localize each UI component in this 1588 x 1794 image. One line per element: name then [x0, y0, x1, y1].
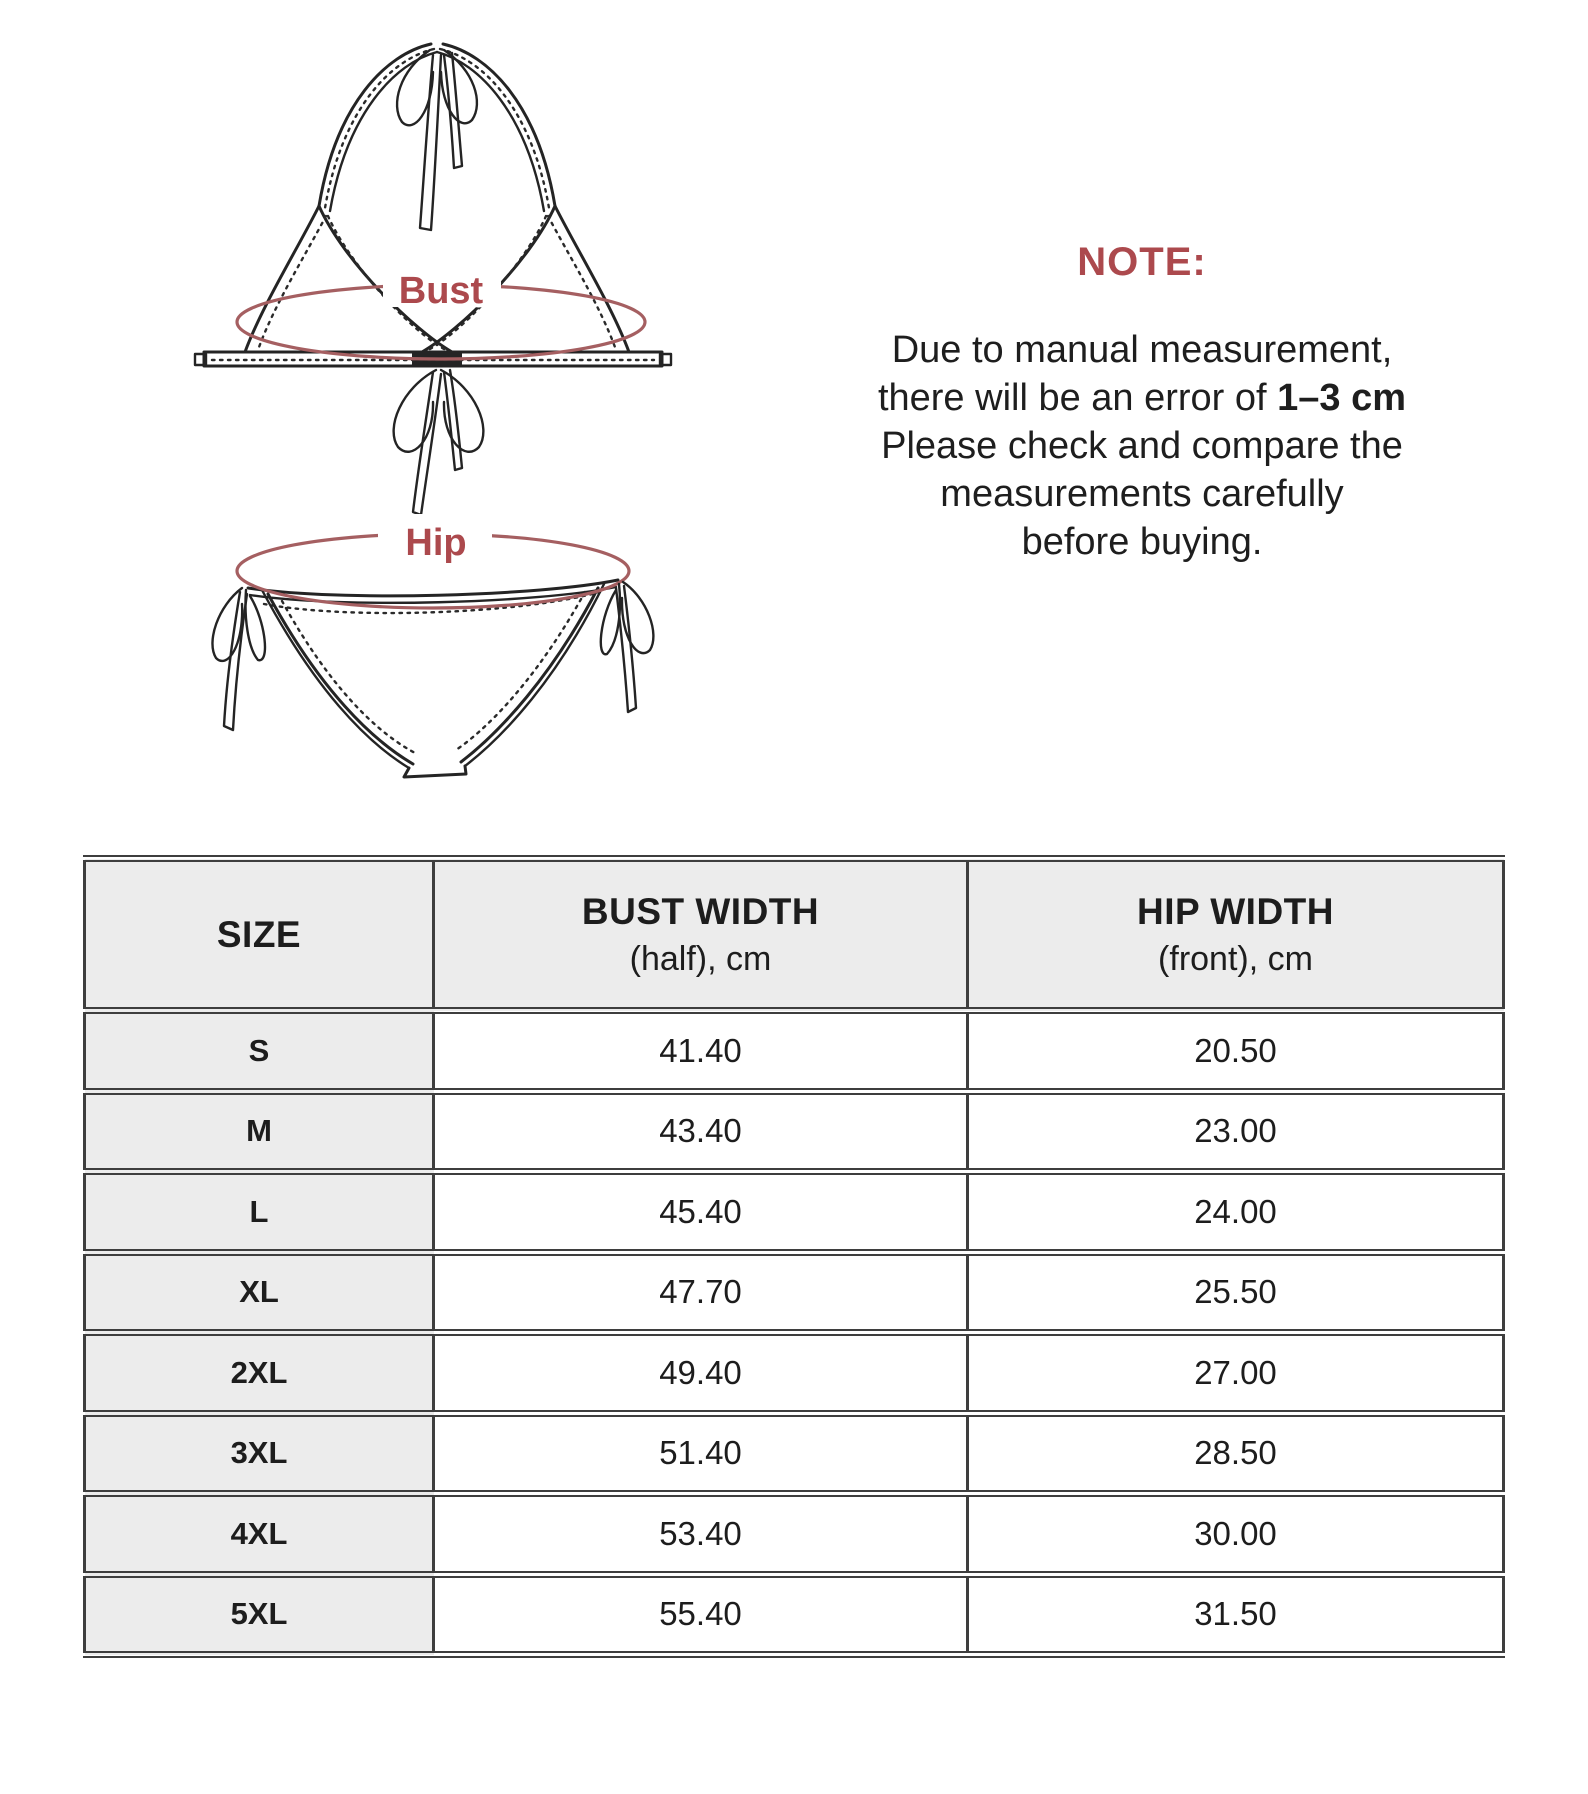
note-section — [802, 238, 1482, 566]
table-row — [85, 1574, 1504, 1655]
table-row — [85, 1011, 1504, 1092]
bikini-top-drawing — [195, 44, 671, 515]
header-hip-width: HIP WIDTH (front), cm — [968, 859, 1504, 1011]
note-error-range: 1–3 cm — [1277, 377, 1407, 419]
size-cell: 2XL — [85, 1333, 434, 1414]
size-cell: L — [85, 1172, 434, 1253]
size-cell: 4XL — [85, 1494, 434, 1575]
hip-cell: 28.50 — [968, 1413, 1504, 1494]
table-header-row — [85, 859, 1504, 1011]
note-line-3: Please check and compare the — [881, 425, 1403, 467]
hip-cell: 24.00 — [968, 1172, 1504, 1253]
size-cell: M — [85, 1091, 434, 1172]
bikini-diagram — [160, 10, 700, 800]
hip-cell: 31.50 — [968, 1574, 1504, 1655]
header-bust-width: BUST WIDTH (half), cm — [434, 859, 968, 1011]
size-cell: 3XL — [85, 1413, 434, 1494]
size-table — [83, 855, 1505, 1658]
size-cell: 5XL — [85, 1574, 434, 1655]
note-text — [802, 326, 1482, 566]
header-size: SIZE — [85, 859, 434, 1011]
table-row — [85, 1413, 1504, 1494]
table-row — [85, 1333, 1504, 1414]
size-cell: XL — [85, 1252, 434, 1333]
hip-cell: 23.00 — [968, 1091, 1504, 1172]
note-line-4: measurements carefully — [940, 473, 1344, 515]
table-row — [85, 1494, 1504, 1575]
table-row — [85, 1252, 1504, 1333]
table-row — [85, 1172, 1504, 1253]
hip-cell: 27.00 — [968, 1333, 1504, 1414]
bust-cell: 51.40 — [434, 1413, 968, 1494]
hip-cell: 20.50 — [968, 1011, 1504, 1092]
hip-label: Hip — [405, 522, 467, 564]
bust-cell: 53.40 — [434, 1494, 968, 1575]
note-title: NOTE: — [1077, 240, 1207, 284]
size-cell: S — [85, 1011, 434, 1092]
bust-cell: 55.40 — [434, 1574, 968, 1655]
bust-cell: 49.40 — [434, 1333, 968, 1414]
bust-cell: 47.70 — [434, 1252, 968, 1333]
note-line-1: Due to manual measurement, — [891, 329, 1393, 371]
bust-cell: 45.40 — [434, 1172, 968, 1253]
hip-cell: 30.00 — [968, 1494, 1504, 1575]
note-line-5: before buying. — [1021, 521, 1263, 563]
bust-cell: 43.40 — [434, 1091, 968, 1172]
hip-cell: 25.50 — [968, 1252, 1504, 1333]
table-row — [85, 1091, 1504, 1172]
note-line-2: there will be an error of — [877, 377, 1278, 419]
bust-cell: 41.40 — [434, 1011, 968, 1092]
bikini-bottom-drawing — [212, 514, 653, 777]
bust-label: Bust — [398, 270, 484, 312]
